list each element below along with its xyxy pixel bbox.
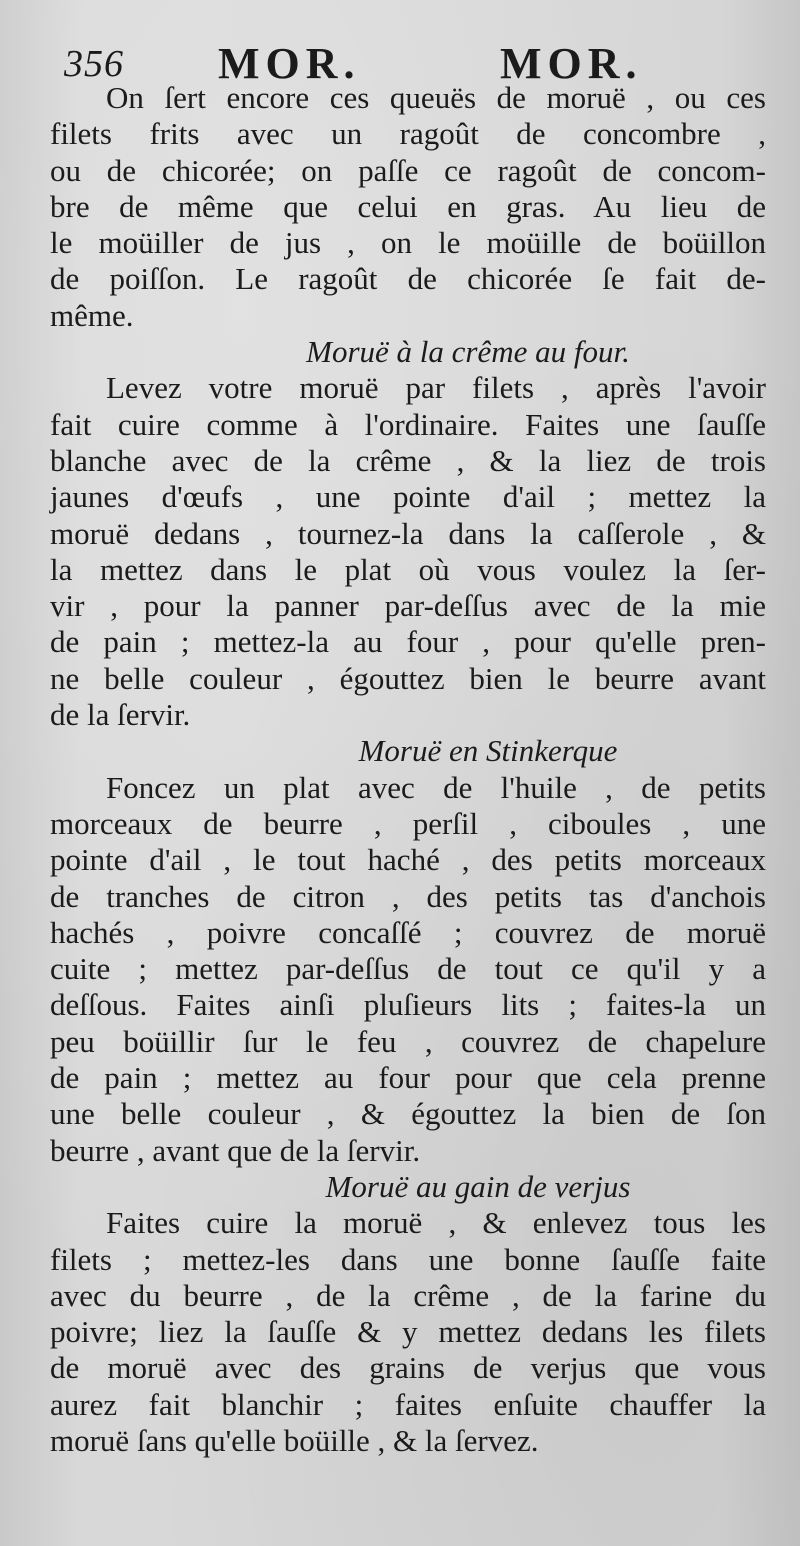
text-line: filets frits avec un ragoût de concombre , <box>50 116 766 152</box>
paragraph <box>50 1205 766 1459</box>
recipe-heading: Moruë à la crême au four. <box>306 334 630 370</box>
page-body <box>50 80 766 1459</box>
recipe-heading: Moruë en Stinkerque <box>358 733 618 769</box>
text-line: de pain ; mettez au four pour que cela prenne <box>50 1060 766 1096</box>
text-line: de poiſſon. Le ragoût de chicorée ſe fait de- <box>50 261 766 297</box>
text-line: moruë ſans qu'elle boüille , & la ſervez. <box>50 1422 539 1458</box>
text-line: peu boüillir ſur le feu , couvrez de chapelure <box>50 1023 766 1059</box>
text-line: poivre; liez la ſauſſe & y mettez dedans les filets <box>50 1314 766 1350</box>
text-line: moruë dedans , tournez-la dans la caſſerole , & <box>50 515 766 551</box>
text-line: ne belle couleur , égouttez bien le beurre avant <box>50 660 766 696</box>
text-line: de tranches de citron , des petits tas d'anchois <box>50 878 766 914</box>
recipe-heading: Moruë au gain de verjus <box>325 1168 631 1204</box>
text-line: ou de chicorée; on paſſe ce ragoût de concom- <box>50 152 766 188</box>
paragraph <box>50 370 766 733</box>
text-line: fait cuire comme à l'ordinaire. Faites une ſauſſe <box>50 406 766 442</box>
text-line: beurre , avant que de la ſervir. <box>50 1132 421 1168</box>
text-line: une belle couleur , & égouttez la bien de ſon <box>50 1096 766 1132</box>
text-line: de pain ; mettez-la au four , pour qu'elle pren- <box>50 624 766 660</box>
text-line: On ſert encore ces queuës de moruë , ou ces <box>106 80 766 115</box>
running-head-right: MOR. <box>500 39 643 88</box>
text-line: avec du beurre , de la crême , de la farine du <box>50 1277 766 1313</box>
text-line: jaunes d'œufs , une pointe d'ail ; mettez la <box>50 479 766 515</box>
text-line: Faites cuire la moruë , & enlevez tous les <box>106 1205 766 1241</box>
text-line: bre de même que celui en gras. Au lieu de <box>50 188 766 224</box>
text-line: hachés , poivre concaſſé ; couvrez de moruë <box>50 914 766 950</box>
paragraph <box>50 770 766 1169</box>
text-line: deſſous. Faites ainſi pluſieurs lits ; faites-la un <box>50 987 766 1023</box>
text-line: le moüiller de jus , on le moüille de boüillon <box>50 225 766 261</box>
text-line: blanche avec de la crême , & la liez de trois <box>50 442 766 478</box>
page-number: 356 <box>64 43 124 85</box>
text-line: la mettez dans le plat où vous voulez la ſer- <box>50 551 766 587</box>
paragraph <box>50 80 766 334</box>
text-line: cuite ; mettez par-deſſus de tout ce qu'il y a <box>50 951 766 987</box>
text-line: même. <box>50 297 134 333</box>
text-line: pointe d'ail , le tout haché , des petits morceaux <box>50 842 766 878</box>
text-line: de moruë avec des grains de verjus que vous <box>50 1350 766 1386</box>
text-line: aurez fait blanchir ; faites enſuite chauffer la <box>50 1386 766 1422</box>
text-line: morceaux de beurre , perſil , ciboules , une <box>50 805 766 841</box>
text-line: filets ; mettez-les dans une bonne ſauſſe faite <box>50 1241 766 1277</box>
text-line: vir , pour la panner par-deſſus avec de la mie <box>50 588 766 624</box>
text-line: Foncez un plat avec de l'huile , de petits <box>106 769 766 805</box>
running-head-left: MOR. <box>218 39 361 88</box>
text-line: de la ſervir. <box>50 697 191 733</box>
text-line: Levez votre moruë par filets , après l'avoir <box>106 370 766 406</box>
